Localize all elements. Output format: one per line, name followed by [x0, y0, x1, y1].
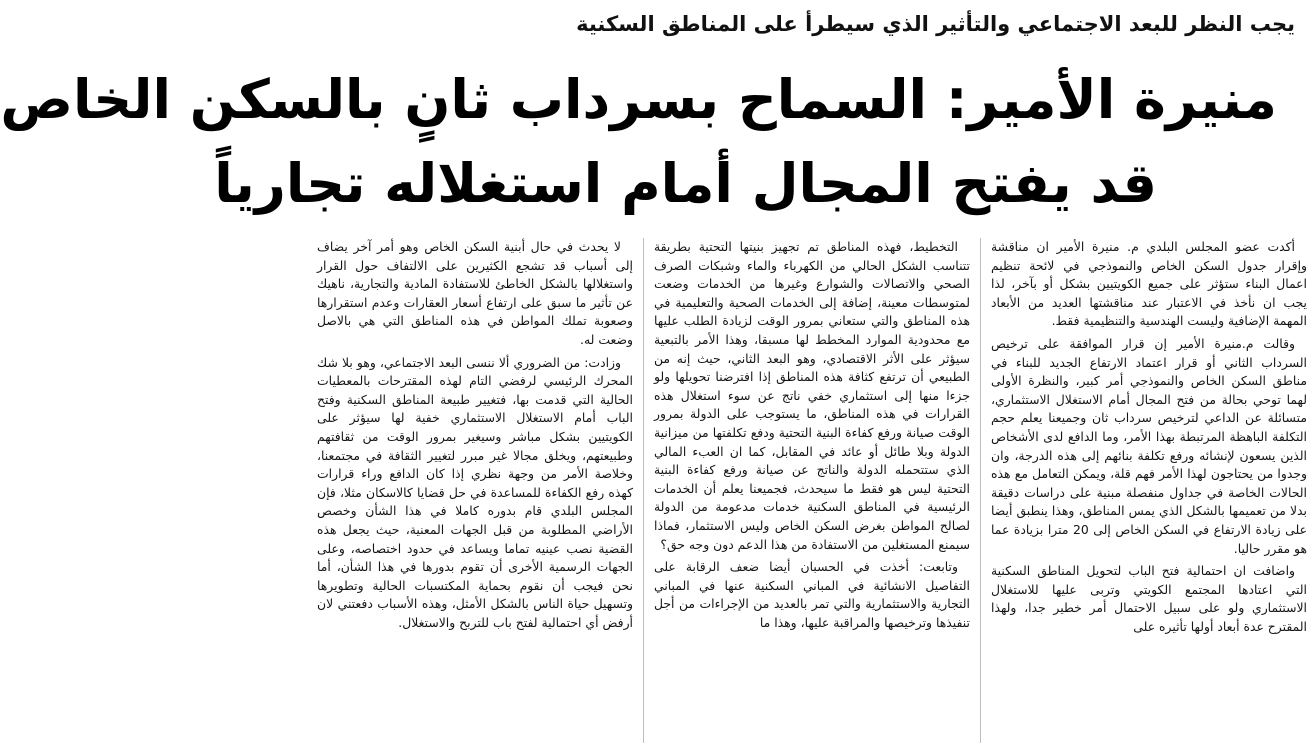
column-3-paragraph: لا يحدث في حال أبنية السكن الخاص وهو أمر آخر يضاف إلى أسباب قد تشجع الكثيرين على الالتفاف حول القرار واستغلالها بالشكل الخاطئ للاستفادة المادية والتجارية، ناهيك عن تأثير ما سبق على ارتفاع أسعار العقارات وعدم استقرارها وصعوبة تملك المواطن في هذه المناطق التي هي بالاصل وضعت له. [317, 239, 633, 347]
column-3 [317, 238, 633, 743]
column-2-paragraph: التخطيط، فهذه المناطق تم تجهيز بنيتها التحتية بطريقة تتناسب الشكل الحالي من الكهرباء والماء وشبكات الصرف الصحي والاتصالات والشوارع وغيرها من الخدمات وضعت لمتوسطات معينة، إضافة إلى الخدمات الصحية والتعليمية في هذه المناطق والتي ستعاني بمرور الوقت لزيادة الطلب عليها مع محدودية الموارد المخطط لها مسبقا، وهذا الأمر بالتبعية سيؤثر على الأثر الاقتصادي، وهو البعد الثاني، حيث إنه من الطبيعي أن ترتفع كثافة هذه المناطق إذا افترضنا تحويلها ولو جزءا منها إلى استثماري خفي ناتج عن سوء استغلال هذه القرارات في هذه المناطق، ما يستوجب على الدولة بمرور الوقت صيانة ورفع كفاءة البنية التحتية ودفع تكلفتها من ميزانية الدولة وبلا طائل أو عائد في المقابل، كما ان العبء المالي الذي ستتحمله الدولة والناتج عن صيانة ورفع كفاءة البنية التحتية ليس هو فقط ما سيحدث، فجميعنا يعلم أن الخدمات الرئيسية في المناطق السكنية خدمات مدعومة من الدولة لصالح المواطن بغرض السكن الخاص وليس الاستثمار، فماذا سيمنع المستغلين من الاستفادة من هذا الدعم دون وجه حق؟ [654, 239, 970, 552]
column-divider [643, 238, 644, 743]
kicker-text: يجب النظر للبعد الاجتماعي والتأثير الذي سيطرأ على المناطق السكنية [576, 12, 1295, 36]
column-1 [991, 238, 1307, 743]
column-2 [654, 238, 970, 743]
headline-line-2: قد يفتح المجال أمام استغلاله تجارياً [214, 152, 1157, 215]
column-1-paragraph: وقالت م.منيرة الأمير إن قرار الموافقة على ترخيص السرداب الثاني أو قرار اعتماد الارتفاع الجديد للبناء في مناطق السكن الخاص والنموذجي أمر كبير، والنظرة الأولى لهما توحي بحالة من فتح المجال أمام الاستغلال الاستثماري، متسائلة عن الداعي لترخيص سرداب ثان وجميعنا يعلم حجم التكلفة الباهظة المرتبطة بهذا الأمر، وما الدافع لدى الأشخاص الذين يسعون لإنشائه ورفع تكلفة بنائهم إلى هذه الدرجة، وان وجدوا من يحتاجون لهذا الأمر فهم قلة، ويمكن التعامل مع هذه الحالات الخاصة في جداول منفصلة مبنية على دراسات دقيقة بدلا من تعميمها بالشكل الذي يمس المناطق، وهذا ينطبق أيضا على زيادة الارتفاع في السكن الخاص إلى 20 مترا بزيادة عما هو مقرر حاليا. [991, 335, 1307, 556]
column-divider [980, 238, 981, 743]
headline-line-1: منيرة الأمير: السماح بسرداب ثانٍ بالسكن الخاص [0, 68, 1277, 131]
article-body [317, 238, 1307, 743]
column-1-paragraph: واضافت ان احتمالية فتح الباب لتحويل المناطق السكنية التي اعتادها المجتمع الكويتي وتربى عليها للاستغلال الاستثماري ولو على سبيل الاحتمال أمر خطير جدا، ولهذا المقترح عدة أبعاد أولها تأثيره على [991, 563, 1307, 634]
article-kicker [319, 4, 1307, 44]
article-headline [0, 58, 1307, 226]
column-3-paragraph: وزادت: من الضروري ألا ننسى البعد الاجتماعي، وهو بلا شك المحرك الرئيسي لرفضي التام لهذه المقترحات بالمعطيات الحالية التي قدمت بها، فتغيير طبيعة المناطق السكنية وفتح الباب أمام الاستغلال الاستثماري خفية لها سيؤثر على الكويتيين بشكل مباشر وسيغير بمرور الوقت من ثقافتهم وطبيعتهم، ويخلق مجالا غير مبرر لتغيير الثقافة في مجتمعنا، وخلاصة الأمر من وجهة نظري إذا كان الدافع وراء قرارات كهذه رفع الكفاءة للمساعدة في حل قضايا كالاسكان مثلا، فإن المجلس البلدي قام بدوره كاملا في هذا الشأن وخصص الأراضي المطلوبة من قبل الجهات المعنية، حيث يجعل هذه القضية نصب عينيه تماما ويساعد في حدود اختصاصه، وعلى الجهات الرسمية الأخرى أن تقوم بدورها في هذا الشأن، أما نحن فيجب أن نقوم بحماية المكتسبات الحالية وتطويرها وتسهيل حياة الناس بالشكل الأمثل، وهذه الأسباب دفعتني لان أرفض أي احتمالية لفتح باب للتربح والاستغلال. [317, 354, 633, 630]
column-2-paragraph: وتابعت: أخذت في الحسبان أيضا ضعف الرقابة على التفاصيل الانشائية في المباني السكنية عنها في المباني التجارية والاستثمارية والتي تمر بالعديد من الإجراءات من أجل تنفيذها وترخيصها والمراقبة عليها، وهذا ما [654, 559, 970, 630]
column-1-paragraph: أكدت عضو المجلس البلدي م. منيرة الأمير ان مناقشة وإقرار جدول السكن الخاص والنموذجي في لائحة تنظيم اعمال البناء ستؤثر على جميع الكويتيين بشكل أو بآخر، لذا يجب ان نأخذ في الاعتبار عند مناقشتها العديد من الأبعاد المهمة الإضافية وليست الهندسية والتنظيمية فقط. [991, 239, 1307, 329]
